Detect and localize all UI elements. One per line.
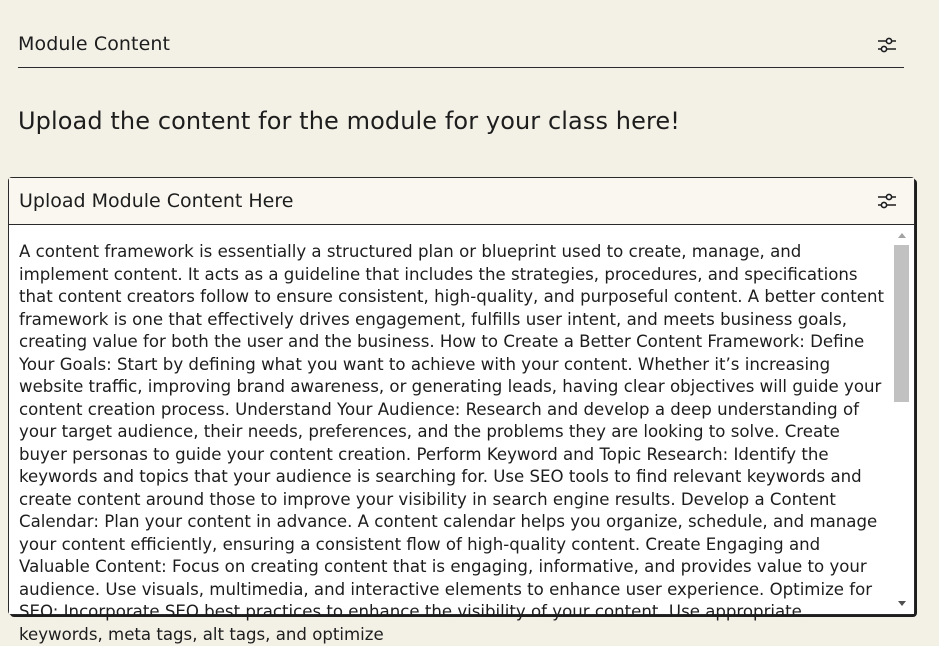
- sliders-icon[interactable]: [876, 190, 898, 212]
- upload-card-header: [9, 178, 914, 225]
- module-content-header: [18, 26, 904, 68]
- textarea-scrollbar[interactable]: [892, 225, 914, 614]
- sliders-icon[interactable]: [876, 34, 898, 56]
- module-content-textarea[interactable]: A content framework is essentially a structured plan or blueprint used to create, manage, and implement content. It acts as a guideline that includes the strategies, procedures, and specifications that content creators follow to ensure consistent, high-quality, and purposeful content. A better content framework is one that effectively drives engagement, fulfills user intent, and meets business goals, creating value for both the user and the business. How to Create a Better Content Framework: Define Your Goals: Start by defining what you want to achieve with your content. Whether it’s increasing website traffic, improving brand awareness, or generating leads, having clear objectives will guide your content creation process. Understand Your Audience: Research and develop a deep understanding of your target audience, their needs, preferences, and the problems they are looking to solve. Create buyer personas to guide your content creation. Perform Keyword and Topic Research: Identify the keywords and topics that your audience is searching for. Use SEO tools to find relevant keywords and create content around those to improve your visibility in search engine results. Develop a Content Calendar: Plan your content in advance. A content calendar helps you organize, schedule, and manage your content efficiently, ensuring a consistent flow of high-quality content. Create Engaging and Valuable Content: Focus on creating content that is engaging, informative, and provides value to your audience. Use visuals, multimedia, and interactive elements to enhance user experience. Optimize for SEO: Incorporate SEO best practices to enhance the visibility of your content. Use appropriate keywords, meta tags, alt tags, and optimize: [9, 225, 891, 614]
- upload-instructions: Upload the content for the module for your class here!: [18, 107, 681, 135]
- section-title: Module Content: [18, 33, 171, 55]
- scroll-up-arrow-icon[interactable]: [898, 233, 906, 238]
- scroll-thumb[interactable]: [894, 245, 909, 402]
- scroll-down-arrow-icon[interactable]: [898, 601, 906, 606]
- upload-card-title: Upload Module Content Here: [19, 190, 294, 212]
- upload-content-card: [8, 177, 915, 644]
